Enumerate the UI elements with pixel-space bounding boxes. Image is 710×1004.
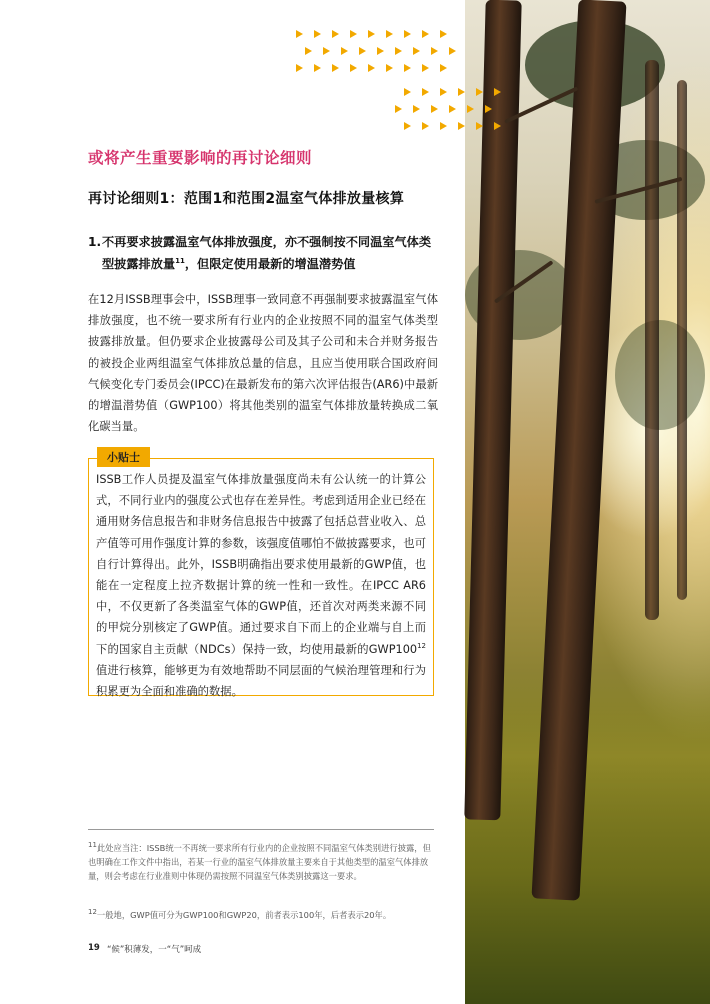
- triangle-icon: [458, 88, 465, 96]
- triangle-icon: [422, 30, 429, 38]
- triangle-icon: [386, 64, 393, 72]
- section-title: 或将产生重要影响的再讨论细则: [88, 149, 313, 167]
- triangle-icon: [314, 30, 321, 38]
- triangle-icon: [296, 30, 303, 38]
- triangle-icon: [368, 30, 375, 38]
- triangle-icon: [350, 30, 357, 38]
- triangle-icon: [413, 47, 420, 55]
- point-text-line1: 不再要求披露温室气体排放强度，亦不强制按不同温室气体类: [102, 235, 432, 249]
- tip-label: 小贴士: [97, 447, 150, 467]
- triangle-icon: [422, 88, 429, 96]
- triangle-icon: [431, 47, 438, 55]
- triangle-icon: [332, 64, 339, 72]
- point-text-line2b: ，但限定使用最新的增温潜势值: [184, 257, 356, 271]
- triangle-icon: [350, 64, 357, 72]
- triangle-icon: [395, 105, 402, 113]
- triangle-icon: [440, 30, 447, 38]
- running-title: “候”积薄发，一“气”呵成: [107, 945, 202, 955]
- tree-foliage: [615, 320, 705, 430]
- triangle-icon: [404, 88, 411, 96]
- footnote-divider: [88, 829, 434, 830]
- triangle-icon: [386, 30, 393, 38]
- triangle-icon: [440, 122, 447, 130]
- triangle-icon: [305, 47, 312, 55]
- tree-trunk: [677, 80, 687, 600]
- tree-trunk: [645, 60, 659, 620]
- triangle-icon: [422, 64, 429, 72]
- triangle-icon: [359, 47, 366, 55]
- footnote-ref-12[interactable]: 12: [417, 641, 426, 650]
- triangle-icon: [404, 122, 411, 130]
- page-number: 19: [88, 943, 100, 953]
- tip-text-part-a: ISSB工作人员提及温室气体排放量强度尚未有公认统一的计算公式，不同行业内的强度公式也存在差异性。考虑到适用企业已经在通用财务信息报告和非财务信息报告中披露了包括总营业收入、总产值等可用作强度计算的参数，该强度值哪怕不做披露要求，也可自行计算得出。此外，ISSB明确指出要求使用最新的GWP值，也能在一定程度上拉齐数据计算的统一性和一致性。在IPCC AR6中，不仅更新了各类温室气体的GWP值，还首次对两类来源不同的甲烷分别核定了GWP值。通过要求自下而上的企业端与自上而下的国家自主贡献（NDCs）保持一致，均使用最新的GWP100: [96, 473, 426, 656]
- tip-text-part-b: 值进行核算，能够更为有效地帮助不同层面的气候治理管理和行为积累更为全面和准确的数据。: [96, 663, 426, 699]
- triangle-icon: [341, 47, 348, 55]
- footnote-marker: 11: [88, 841, 97, 850]
- triangle-icon: [404, 30, 411, 38]
- triangle-icon: [485, 105, 492, 113]
- triangle-icon: [314, 64, 321, 72]
- footnote-marker: 12: [88, 908, 97, 917]
- triangle-icon: [458, 122, 465, 130]
- triangle-icon: [494, 122, 501, 130]
- triangle-icon: [368, 64, 375, 72]
- footnote-12: [88, 908, 434, 922]
- triangle-icon: [332, 30, 339, 38]
- triangle-icon: [395, 47, 402, 55]
- triangle-icon: [449, 47, 456, 55]
- point-heading: [88, 231, 458, 275]
- tip-text: [96, 469, 426, 702]
- triangle-icon: [467, 105, 474, 113]
- triangle-icon: [449, 105, 456, 113]
- triangle-icon: [296, 64, 303, 72]
- footnote-11: [88, 841, 434, 883]
- triangle-icon: [323, 47, 330, 55]
- forest-photo: [465, 0, 710, 1004]
- subsection-title: 再讨论细则1：范围1和范围2温室气体排放量核算: [88, 191, 405, 207]
- point-text-line2a: 型披露排放量: [102, 257, 176, 271]
- body-paragraph: 在12月ISSB理事会中，ISSB理事一致同意不再强制要求披露温室气体排放强度，也不统一要求所有行业内的企业按照不同的温室气体类型披露排放量。但仍要求企业披露母公司及其子公司和未合并财务报告的被投企业两组温室气体排放总量的信息，且应当使用联合国政府间气候变化专门委员会(IPCC)在最新发布的第六次评估报告(AR6)中最新的增温潜势值（GWP100）将其他类别的温室气体排放量转换成二氧化碳当量。: [88, 293, 438, 434]
- triangle-icon: [413, 105, 420, 113]
- triangle-icon: [422, 122, 429, 130]
- point-number: 1.: [88, 235, 102, 249]
- footnote-text: 此处应当注：ISSB统一不再统一要求所有行业内的企业按照不同温室气体类别进行披露，但也明确在工作文件中指出，若某一行业的温室气体排放量主要来自于其他类型的温室气体排放量，则会考虑在行业准则中体现仍需按照不同温室气体类别披露这一要求。: [88, 843, 431, 881]
- triangle-icon: [476, 122, 483, 130]
- triangle-icon: [476, 88, 483, 96]
- triangle-icon: [377, 47, 384, 55]
- tip-box: [88, 451, 434, 699]
- triangle-icon: [440, 64, 447, 72]
- triangle-icon: [431, 105, 438, 113]
- footnote-ref-11[interactable]: 11: [175, 256, 185, 265]
- footnote-text: 一般地，GWP值可分为GWP100和GWP20，前者表示100年，后者表示20年。: [96, 910, 392, 920]
- triangle-icon: [494, 88, 501, 96]
- triangle-icon: [440, 88, 447, 96]
- triangle-icon: [404, 64, 411, 72]
